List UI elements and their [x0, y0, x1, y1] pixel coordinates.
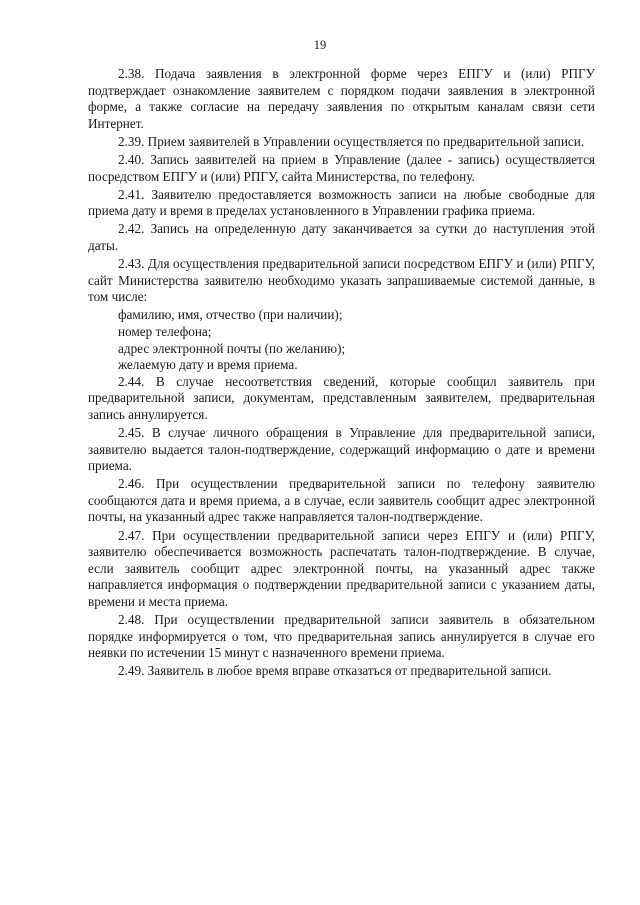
list-item-datetime: желаемую дату и время приема. — [118, 357, 298, 373]
paragraph-2-40: 2.40. Запись заявителей на прием в Управление (далее - запись) осуществляется посредством ЕПГУ и (или) РПГУ, сайта Министерства, по телефону. — [88, 151, 595, 184]
paragraph-2-41: 2.41. Заявителю предоставляется возможность записи на любые свободные для приема дату и время в пределах установленного в Управлении графика приема. — [88, 186, 595, 219]
paragraph-2-44: 2.44. В случае несоответствия сведений, которые сообщил заявитель при предварительной записи, документам, представленным заявителем, предварительная запись аннулируется. — [88, 373, 595, 422]
document-body — [88, 66, 595, 681]
list-item-email: адрес электронной почты (по желанию); — [118, 340, 346, 356]
paragraph-2-45: 2.45. В случае личного обращения в Управление для предварительной записи, заявителю выдается талон-подтверждение, содержащий информацию о дате и времени приема. — [88, 424, 595, 474]
paragraph-2-42: 2.42. Запись на определенную дату заканчивается за сутки до наступления этой даты. — [88, 221, 595, 253]
paragraph-2-48: 2.48. При осуществлении предварительной записи заявитель в обязательном порядке информируется о том, что предварительная запись аннулируется в случае его неявки по истечении 15 минут с назначенного времени приема. — [88, 612, 595, 661]
list-item-phone: номер телефона; — [118, 323, 212, 339]
page-number: 19 — [313, 38, 327, 52]
paragraph-2-49: 2.49. Заявитель в любое время вправе отказаться от предварительной записи. — [118, 663, 552, 679]
paragraph-2-39: 2.39. Прием заявителей в Управлении осуществляется по предварительной записи. — [118, 133, 585, 149]
paragraph-2-43: 2.43. Для осуществления предварительной записи посредством ЕПГУ и (или) РПГУ, сайт Министерства заявителю необходимо указать запрашиваемые системой данные, в том числе: — [88, 256, 595, 305]
paragraph-2-47: 2.47. При осуществлении предварительной записи через ЕПГУ и (или) РПГУ, заявителю обеспечивается возможность распечатать талон-подтверждение. В случае, если заявитель сообщит адрес электронной почты, на указанный адрес также направляется информация о подтверждении предварительной записи с указанием даты, времени и места приема. — [88, 527, 595, 609]
list-item-name: фамилию, имя, отчество (при наличии); — [118, 307, 343, 323]
paragraph-2-46: 2.46. При осуществлении предварительной записи по телефону заявителю сообщаются дата и время приема, а в случае, если заявитель сообщит адрес электронной почты, на указанный адрес также направляется талон-подтверждение. — [88, 476, 595, 525]
paragraph-2-38: 2.38. Подача заявления в электронной форме через ЕПГУ и (или) РПГУ подтверждает ознакомление заявителем с порядком подачи заявления в электронной форме, а также согласие на передачу заявления по открытым каналам связи сети Интернет. — [88, 66, 595, 131]
